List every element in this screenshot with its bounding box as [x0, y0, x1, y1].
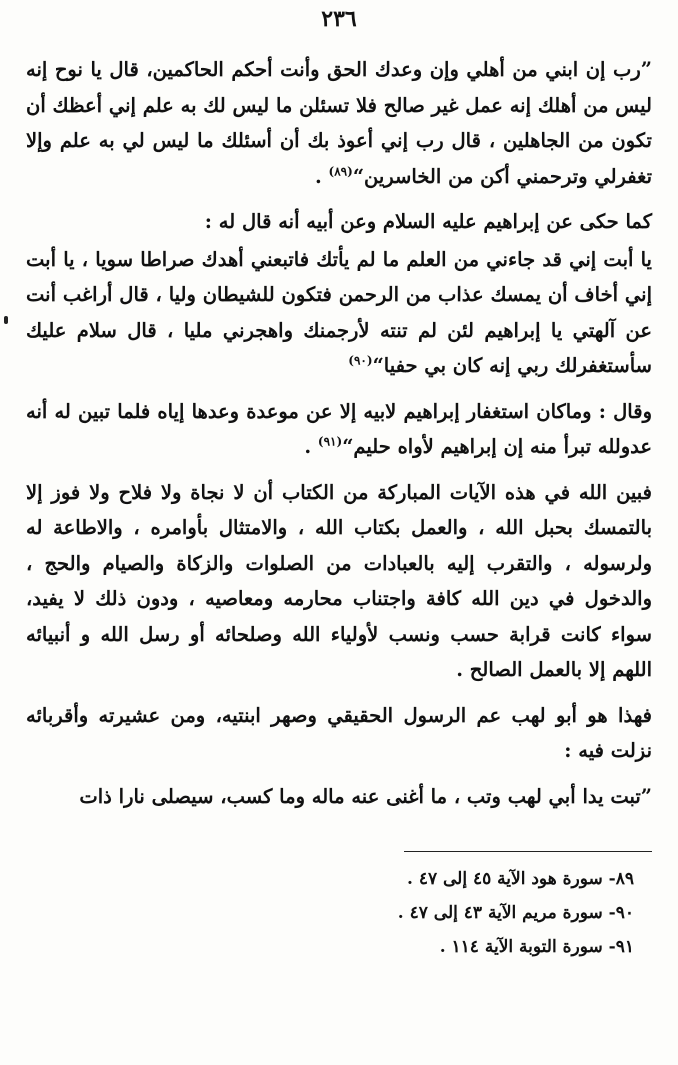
- paragraph-text: يا أبت إني قد جاءني من العلم ما لم يأتك فاتبعني أهدك صراطا سويا ، يا أبت إني أخاف أن يمسك عذاب من الرحمن فتكون للشيطان وليا ، قال أراغب أنت عن آلهتي يا إبراهيم لئن لم تنته لأرجمنك واهجرني مليا ، قال سلام عليك سأستغفرلك ربي إنه كان بي حفيا“: [26, 247, 652, 377]
- paragraph-ibrahim-verse: [26, 242, 652, 384]
- footnote-90: ٩٠- سورة مريم الآية ٤٣ إلى ٤٧ .: [397, 903, 634, 923]
- footnote-91: ٩١- سورة التوبة الآية ١١٤ .: [439, 937, 634, 957]
- footnote-divider: [404, 851, 652, 852]
- footnotes: [334, 862, 634, 964]
- paragraph-tail: .: [314, 164, 329, 188]
- paragraph-text: ”رب إن ابني من أهلي وإن وعدك الحق وأنت أحكم الحاكمين، قال يا نوح إنه ليس من أهلك إنه عمل غير صالح فلا تسئلن ما ليس لك به علم إني أعظك أن تكون من الجاهلين ، قال رب إني أعوذ بك أن أسئلك ما ليس لي به علم وإلا تغفرلي وترحمني أكن من الخاسرين“: [26, 58, 652, 188]
- paragraph-text: فهذا هو أبو لهب عم الرسول الحقيقي وصهر ابنتيه، ومن عشيرته وأقربائه نزلت فيه :: [26, 703, 652, 762]
- paragraph-nuh-verse: [26, 52, 652, 194]
- paragraph-istighfar-verse: [26, 394, 652, 465]
- paragraph-tail: .: [304, 435, 318, 458]
- page-number: ٢٣٦: [321, 6, 357, 32]
- paragraph-text: كما حكى عن إبراهيم عليه السلام وعن أبيه أنه قال له :: [204, 210, 652, 233]
- paragraph-text: فبين الله في هذه الآيات المباركة من الكتاب أن لا نجاة ولا فلاح ولا فوز إلا بالتمسك بحبل الله ، والعمل بكتاب الله ، والامتثال بأوامره ، والاطاعة له ولرسوله ، والتقرب إليه بالعبادات من الصلوات والزكاة والصيام والحج ، والدخول في دين الله كافة واجتناب محارمه ومعاصيه ، ودون ذلك لا يفيد، سواء كانت قرابة حسب ونسب لأولياء الله وصلحائه أو رسل الله و أنبيائه اللهم إلا بالعمل الصالح .: [26, 480, 652, 681]
- footnote-ref-90: (٩٠): [348, 353, 373, 368]
- paragraph-ibrahim-intro: [26, 204, 652, 240]
- paragraph-masad-verse: [26, 779, 652, 815]
- footnote-89: ٨٩- سورة هود الآية ٤٥ إلى ٤٧ .: [406, 869, 634, 889]
- paragraph-text: ”تبت يدا أبي لهب وتب ، ما أغنى عنه ماله وما كسب، سيصلى نارا ذات: [79, 784, 652, 808]
- paragraph-commentary: [26, 475, 652, 688]
- body-text: [26, 52, 652, 824]
- paragraph-abu-lahab: [26, 698, 652, 769]
- footnote-ref-91: (٩١): [317, 434, 343, 449]
- margin-ink-mark: [4, 316, 8, 324]
- paragraph-text: وقال : وماكان استغفار إبراهيم لابيه إلا عن موعدة وعدها إياه فلما تبين له أنه عدولله تبرأ منه إن إبراهيم لأواه حليم“: [26, 399, 652, 458]
- footnote-ref-89: (٨٩): [328, 164, 353, 178]
